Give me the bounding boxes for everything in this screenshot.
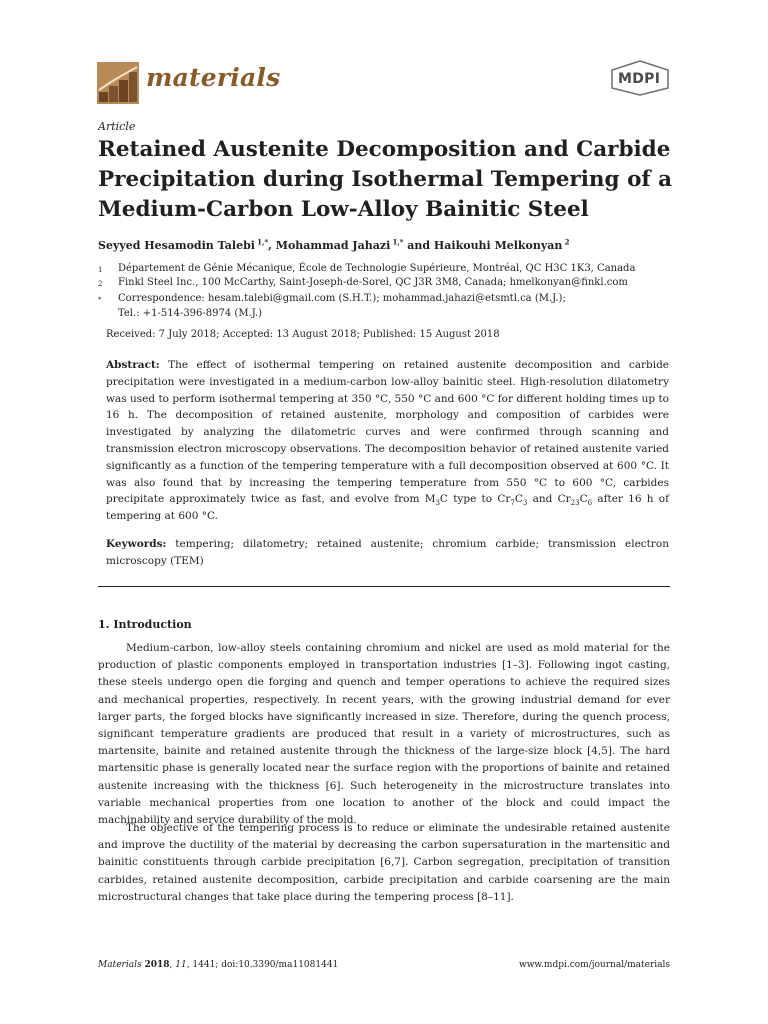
journal-name: materials (146, 63, 281, 92)
affiliation-text: Département de Génie Mécanique, École de Technologie Supérieure, Montréal, QC H3C 1K3, Canada (118, 263, 636, 274)
abstract-text: C (579, 493, 588, 506)
article-type: Article (98, 120, 136, 133)
abstract-label: Abstract: (106, 359, 160, 371)
abstract-text: after 16 h of tempering at 600 °C. (106, 493, 669, 523)
publication-dates: Received: 7 July 2018; Accepted: 13 August 2018; Published: 15 August 2018 (106, 329, 500, 340)
affiliation-mark: * (98, 296, 102, 304)
author-list (98, 239, 569, 252)
author-marks: 1,* (392, 237, 404, 247)
abstract-text: The effect of isothermal tempering on retained austenite decomposition and carbide precipitation were investigated in a medium-carbon low-alloy bainitic steel. High-resolution dilatometry was used to perform isothermal tempering at 350 °C, 550 °C and 600 °C for different holding times up to 16 h. The decomposition of retained austenite, morphology and composition of carbides were investigated by analyzing the dilatometric curves and were confirmed through scanning and transmission electron microscopy observations. The decomposition behavior of retained austenite varied significantly as a function of the tempering temperature with a full decomposition observed at 600 °C. It was also found that by increasing the tempering temperature from 550 °C to 600 °C, carbides precipitate approximately twice as fast, and evolve from M (106, 359, 670, 506)
author-name: Mohammad Jahazi (275, 239, 391, 252)
author-name: Haikouhi Melkonyan (433, 239, 563, 252)
footer-journal: Materials (98, 960, 142, 970)
body-paragraph: Medium-carbon, low-alloy steels containing chromium and nickel are used as mold material for the production of plastic components employed in transportation industries [1–3]. Following ingot casting, these steels undergo open die forging and quench and temper operations to achieve the required sizes and mechanical properties, respectively. In recent years, with the growing industrial demand for ever larger parts, the forged blocks have significantly increased in size. Therefore, during the quench process, significant temperature gradients are produced that result in a variety of microstructures, such as martensite, bainite and retained austenite through the thickness of the large-size block [4,5]. The hard martensitic phase is generally located near the surface region with the proportions of bainite and retained austenite increasing with the thickness [6]. Such heterogeneity in the microstructure translates into variable mechanical properties from one location to another of the block and could impact the machinability and service durability of the mold. (98, 642, 670, 827)
footer-url[interactable]: www.mdpi.com/journal/materials (519, 960, 670, 970)
abstract-text: C (514, 493, 523, 506)
subscript: 23 (570, 499, 580, 508)
footer-doi: , 1441; doi:10.3390/ma11081441 (186, 960, 339, 970)
affiliation-text: Finkl Steel Inc., 100 McCarthy, Saint-Joseph-de-Sorel, QC J3R 3M8, Canada; hmelkonyan@finkl.com (118, 277, 628, 288)
correspondence (98, 292, 678, 321)
article-title: Retained Austenite Decomposition and Carbide Precipitation during Isothermal Tempering of a Medium-Carbon Low-Alloy Bainitic Steel (98, 137, 673, 222)
author-name: Seyyed Hesamodin Talebi (98, 239, 255, 252)
author-separator: , (268, 239, 276, 252)
affiliation-mark: 2 (98, 280, 103, 288)
correspondence-phone: Tel.: +1-514-396-8974 (M.J.) (118, 308, 263, 319)
abstract (106, 357, 669, 525)
section-heading: 1. Introduction (98, 618, 192, 631)
keywords-text: tempering; dilatometry; retained austenite; chromium carbide; transmission electron microscopy (TEM) (106, 538, 670, 567)
keywords (106, 536, 669, 570)
subscript: 7 (510, 499, 515, 508)
abstract-text: C type to Cr (439, 493, 511, 506)
publisher-name: MDPI (618, 71, 661, 87)
body-paragraph: The objective of the tempering process is to reduce or eliminate the undesirable retained austenite and improve the ductility of the material by decreasing the carbon supersaturation in the martensitic and bainitic constituents through carbide precipitation [6,7]. Carbon segregation, precipitation of transition carbides, retained austenite decomposition, carbide precipitation and carbide coarsening are the main microstructural changes that take place during the tempering process [8–11]. (98, 822, 670, 903)
subscript: 6 (587, 499, 593, 508)
abstract-text: and Cr (527, 493, 571, 506)
affiliation (98, 276, 678, 291)
footer-citation: Materials 2018, 11, 1441; doi:10.3390/ma11081441 (98, 960, 339, 970)
journal-logo-icon (97, 62, 139, 104)
section-divider (98, 586, 670, 587)
author-marks: 2 (564, 237, 570, 247)
keywords-label: Keywords: (106, 538, 167, 550)
footer-volume: 11 (175, 960, 187, 970)
correspondence-text: Correspondence: hesam.talebi@gmail.com (S.H.T.); mohammad.jahazi@etsmtl.ca (M.J.); (118, 293, 566, 304)
footer-year: 2018 (144, 960, 170, 970)
publisher-logo (610, 60, 670, 96)
author-marks: 1,* (257, 237, 269, 247)
subscript: 3 (522, 499, 528, 508)
author-separator: and (403, 239, 434, 252)
subscript: 3 (435, 499, 440, 508)
affiliation (98, 262, 678, 277)
affiliation-mark: 1 (98, 266, 103, 274)
